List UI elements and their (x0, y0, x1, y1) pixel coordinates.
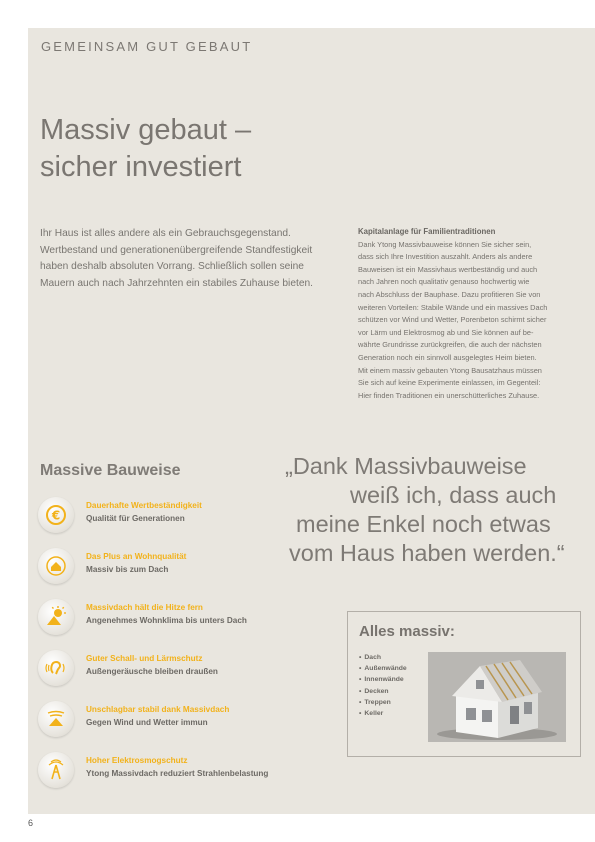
side-column-line: weiteren Vorteilen: Stabile Wände und ein massives Dach (358, 302, 548, 312)
list-item: • Innenwände (359, 674, 407, 685)
side-column (358, 226, 568, 402)
intro-paragraph (40, 226, 355, 292)
house-cutaway-image (428, 652, 566, 742)
feature-title: Massivdach hält die Hitze fern (86, 603, 203, 612)
feature-subtitle: Qualität für Generationen (86, 514, 185, 523)
euro-icon (38, 497, 74, 533)
feature-title: Hoher Elektrosmogschutz (86, 756, 188, 765)
wind-roof-icon (38, 701, 74, 737)
pull-quote (285, 452, 575, 568)
list-item: • Keller (359, 708, 407, 719)
feature-subtitle: Ytong Massivdach reduziert Strahlenbelastung (86, 769, 269, 778)
feature-title: Guter Schall- und Lärmschutz (86, 654, 203, 663)
antenna-icon (38, 752, 74, 788)
quote-line: vom Haus haben werden.“ (289, 540, 565, 566)
side-column-line: Generation noch ein sinnvoll ausgelegtes Heim bieten. (358, 352, 537, 362)
list-item: • Außenwände (359, 663, 407, 674)
info-box-title: Alles massiv: (359, 623, 455, 640)
feature-subtitle: Gegen Wind und Wetter immun (86, 718, 208, 727)
side-column-line: Mit einem massiv gebauten Ytong Bausatzhaus müssen (358, 365, 542, 375)
feature-subtitle: Angenehmes Wohnklima bis unters Dach (86, 616, 247, 625)
intro-line: Mauern auch nach Jahrzehnten ein stabiles Zuhause bieten. (40, 277, 313, 289)
quote-line: weiß ich, dass auch (350, 482, 557, 508)
sun-roof-icon (38, 599, 74, 635)
feature-item (38, 599, 288, 639)
feature-subtitle: Außengeräusche bleiben draußen (86, 667, 218, 676)
svg-text:€: € (51, 508, 61, 523)
feature-item (38, 701, 288, 741)
section-title: Massive Bauweise (40, 462, 181, 479)
headline (40, 112, 370, 186)
side-column-line: währte Grundrisse zurückgreifen, die auch der nächsten (358, 340, 542, 350)
feature-title: Unschlagbar stabil dank Massivdach (86, 705, 230, 714)
side-column-line: Bauweisen ist ein Massivhaus wertbeständig und auch (358, 264, 538, 274)
list-item: • Decken (359, 686, 407, 697)
side-column-line: vor Lärm und Elektrosmog ab und Sie können auf be- (358, 327, 534, 337)
page-number: 6 (28, 818, 34, 828)
feature-item (38, 548, 288, 588)
side-column-line: schützen vor Wind und Wetter, Porenbeton schirmt sicher (358, 315, 547, 325)
house-icon (38, 548, 74, 584)
intro-line: Ihr Haus ist alles andere als ein Gebrauchsgegenstand. (40, 228, 291, 239)
side-column-line: nach Jahren noch qualitativ genauso hochwertig wie (358, 277, 530, 287)
feature-title: Das Plus an Wohnqualität (86, 552, 187, 561)
feature-item (38, 650, 288, 690)
side-column-title: Kapitalanlage für Familientraditionen (358, 227, 496, 236)
side-column-line: Hier finden Traditionen ein unerschütterliches Zuhause. (358, 390, 540, 400)
quote-line: „Dank Massivbauweise (285, 453, 527, 479)
info-box (347, 611, 581, 757)
headline-line: Massiv gebaut – (40, 114, 252, 146)
feature-title: Dauerhafte Wertbeständigkeit (86, 501, 202, 510)
quote-line: meine Enkel noch etwas (296, 511, 551, 537)
feature-item (38, 752, 288, 792)
feature-subtitle: Massiv bis zum Dach (86, 565, 169, 574)
list-item: • Dach (359, 652, 407, 663)
feature-item (38, 497, 288, 537)
headline-line: sicher investiert (40, 151, 242, 183)
side-column-line: nach Abschluss der Bauphase. Dazu profitieren Sie von (358, 289, 541, 299)
side-column-line: dass sich Ihre Investition auszahlt. Anders als andere (358, 252, 533, 262)
info-box-list (359, 652, 407, 719)
side-column-line: Dank Ytong Massivbauweise können Sie sicher sein, (358, 239, 532, 249)
intro-line: Wertbestand und generationenübergreifende Standfestigkeit (40, 244, 313, 256)
ear-icon (38, 650, 74, 686)
list-item: • Treppen (359, 697, 407, 708)
intro-line: haben deshalb absoluten Vorrang. Schließlich sollen seine (40, 261, 304, 273)
side-column-line: Sie sich auf keine Experimente einlassen, im Gegenteil: (358, 378, 541, 388)
kicker: GEMEINSAM GUT GEBAUT (41, 39, 253, 54)
